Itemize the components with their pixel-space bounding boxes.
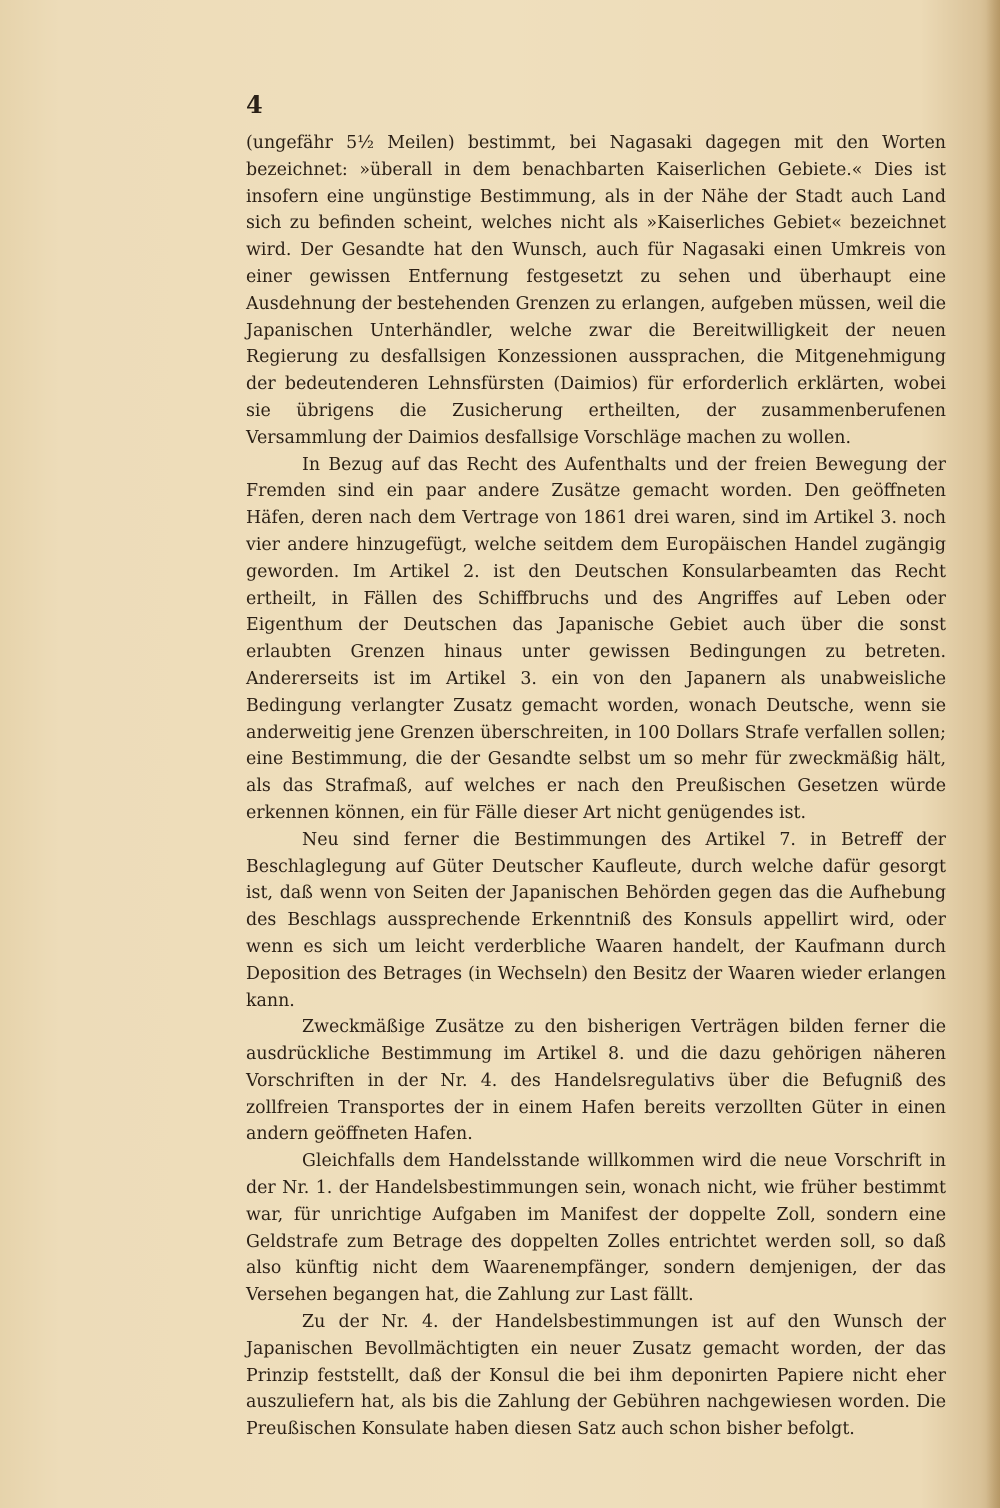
body-text (246, 130, 946, 1443)
page-edge-shadow (986, 0, 1000, 1508)
paragraph-2: In Bezug auf das Recht des Aufenthalts und der freien Bewegung der Fremden sind ein paar andere Zusätze gemacht worden. Den geöffneten Häfen, deren nach dem Vertrage von 1861 drei waren, sind im Artikel 3. noch vier andere hinzugefügt, welche seitdem dem Europäischen Handel zugängig geworden. Im Artikel 2. ist den Deutschen Konsularbeamten das Recht ertheilt, in Fällen des Schiffbruchs und des Angriffes auf Leben oder Eigenthum der Deutschen das Japanische Gebiet auch über die sonst erlaubten Grenzen hinaus unter gewissen Bedingungen zu betreten. Andererseits ist im Artikel 3. ein von den Japanern als unabweisliche Bedingung verlangter Zusatz gemacht worden, wonach Deutsche, wenn sie anderweitig jene Grenzen überschreiten, in 100 Dollars Strafe verfallen sollen; eine Bestimmung, die der Gesandte selbst um so mehr für zweckmäßig hält, als das Strafmaß, auf welches er nach den Preußischen Gesetzen würde erkennen können, ein für Fälle dieser Art nicht genügendes ist. (246, 454, 946, 823)
paragraph-1: (ungefähr 5½ Meilen) bestimmt, bei Nagasaki dagegen mit den Worten bezeichnet: »überall in dem benachbarten Kaiserlichen Gebiete.« Dies ist insofern eine ungünstige Bestimmung, als in der Nähe der Stadt auch Land sich zu befinden scheint, welches nicht als »Kaiserliches Gebiet« bezeichnet wird. Der Gesandte hat den Wunsch, auch für Nagasaki einen Umkreis von einer gewissen Entfernung festgesetzt zu sehen und überhaupt eine Ausdehnung der bestehenden Grenzen zu erlangen, aufgeben müssen, weil die Japanischen Unterhändler, welche zwar die Bereitwilligkeit der neuen Regierung zu desfallsigen Konzessionen aussprachen, die Mitgenehmigung der bedeutenderen Lehnsfürsten (Daimios) für erforderlich erklärten, wobei sie übrigens die Zusicherung ertheilten, der zusammenberufenen Versammlung der Daimios desfallsige Vorschläge machen zu wollen. (246, 133, 946, 448)
paragraph-3: Neu sind ferner die Bestimmungen des Artikel 7. in Betreff der Beschlaglegung auf Güter Deutscher Kaufleute, durch welche dafür gesorgt ist, daß wenn von Seiten der Japanischen Behörden gegen das die Aufhebung des Beschlags aussprechende Erkenntniß des Konsuls appellirt wird, oder wenn es sich um leicht verderbliche Waaren handelt, der Kaufmann durch Deposition des Betrages (in Wechseln) den Besitz der Waaren wieder erlangen kann. (246, 829, 946, 1011)
paragraph-4: Zweckmäßige Zusätze zu den bisherigen Verträgen bilden ferner die ausdrückliche Bestimmung im Artikel 8. und die dazu gehörigen näheren Vorschriften in der Nr. 4. des Handelsregulativs über die Befugniß des zollfreien Transportes der in einem Hafen bereits verzollten Güter in einen andern geöffneten Hafen. (246, 1017, 946, 1145)
paragraph-6: Zu der Nr. 4. der Handelsbestimmungen ist auf den Wunsch der Japanischen Bevollmächtigten ein neuer Zusatz gemacht worden, der das Prinzip feststellt, daß der Konsul die bei ihm deponirten Papiere nicht eher auszuliefern hat, als bis die Zahlung der Gebühren nachgewiesen worden. Die Preußischen Konsulate haben diesen Satz auch schon bisher befolgt. (246, 1312, 946, 1440)
page-number: 4 (246, 90, 263, 119)
paragraph-5: Gleichfalls dem Handelsstande willkommen wird die neue Vorschrift in der Nr. 1. der Handelsbestimmungen sein, wonach nicht, wie früher bestimmt war, für unrichtige Aufgaben im Manifest der doppelte Zoll, sondern eine Geldstrafe zum Betrage des doppelten Zolles entrichtet werden soll, so daß also künftig nicht dem Waarenempfänger, sondern demjenigen, der das Versehen begangen hat, die Zahlung zur Last fällt. (246, 1151, 946, 1306)
